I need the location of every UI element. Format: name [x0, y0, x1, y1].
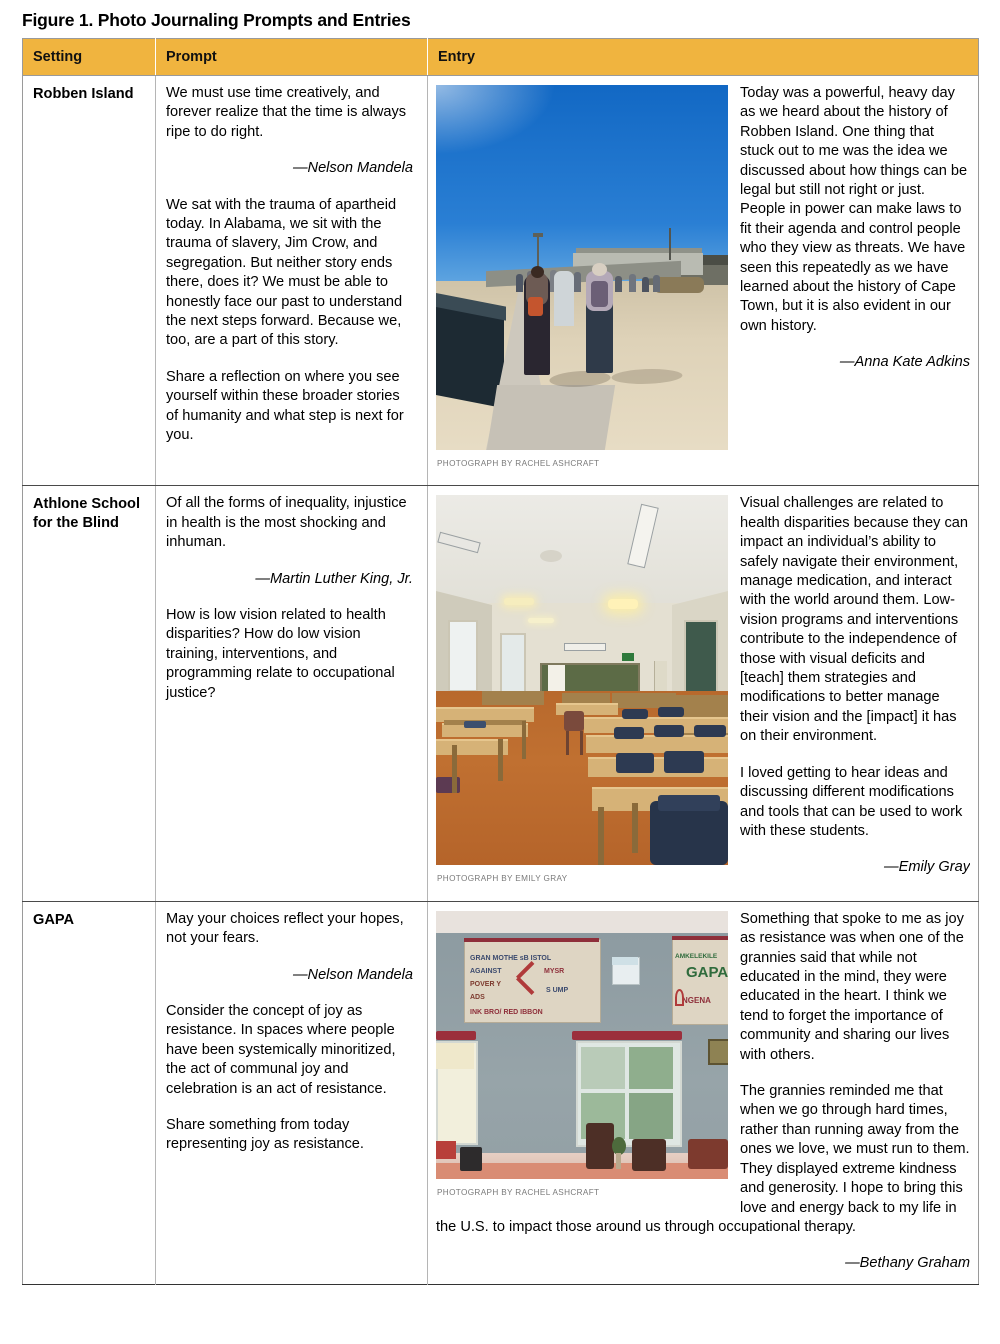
table-header: [23, 39, 979, 76]
prompt-body: How is low vision related to health disparities? How do low vision training, interventions, and programming relate to occupational justice?: [166, 607, 395, 701]
banner-line: MYSR: [544, 967, 565, 975]
photo-athlone-classroom: [436, 495, 728, 865]
banner-line: S UMP: [546, 986, 569, 994]
entry-paragraph: Something that spoke to me as joy as resistance was when one of the grannies said that while not educated in the mind, they were educated in the heart. I think we tend to forget the importance of community and sharing our lives with others.: [740, 910, 964, 1063]
banner-line: GAPA: [686, 963, 728, 981]
entry-paragraph: Today was a powerful, heavy day as we heard about the history of Robben Island. One thing that stuck out to me was the idea we discussed about how things can be legal but still not right or just. People in power can make laws to fit their agenda and control people who they view as threats. We have seen this repeatedly as we have learned about the history of Cape Town, but it is also evident in our own history.: [740, 85, 968, 334]
table-row: [23, 901, 979, 1284]
entry-paragraph: I loved getting to hear ideas and discussing different modifications and tools that can be used to work with these students.: [740, 764, 963, 839]
photo-credit: PHOTOGRAPH BY EMILY GRAY: [437, 874, 568, 884]
photo-gapa-room: [436, 911, 728, 1179]
entry-attribution: —Anna Kate Adkins: [839, 354, 970, 371]
entry-paragraph: Visual challenges are related to health disparities because they can impact an individual’s ability to safely navigate their environment, manage medication, and interact with the world around them. Low-vision programs and interventions contribute to the independence of those with visual deficits and [teach] them strategies and modifications to better manage their vision and the [impact] it has on their environment.: [740, 495, 968, 745]
banner-line: NGENA: [682, 995, 711, 1005]
banner-line: INK BRO/ RED IBBON: [470, 1008, 543, 1016]
banner-line: GRAN MOTHE sB ISTOL: [470, 954, 552, 962]
prompt-quote-attribution: —Martin Luther King, Jr.: [255, 570, 413, 587]
column-header-entry: Entry: [428, 39, 979, 76]
prompt-quote: We must use time creatively, and forever realize that the time is always ripe to do right.: [166, 85, 407, 140]
setting-cell: GAPA: [23, 901, 156, 1284]
setting-cell: Robben Island: [23, 76, 156, 486]
banner-line: AMKELEKILE: [675, 952, 718, 960]
photo-figure: [436, 85, 728, 473]
table-header-row: [23, 39, 979, 76]
prompt-quote-attribution: —Nelson Mandela: [292, 966, 413, 983]
photo-journaling-table: [22, 38, 979, 1285]
entry-cell: [428, 486, 979, 901]
table-body: [23, 76, 979, 1285]
entry-paragraph: The grannies reminded me that when we go through hard times, rather than running away from the ones we love, we must run to them. They displayed extreme kindness and generosity. I hope to bring this love and energy back to my life in the U.S. to impact those around us through occupational therapy.: [436, 1083, 970, 1235]
entry-attribution: —Bethany Graham: [845, 1255, 970, 1272]
prompt-cell: [156, 486, 428, 901]
setting-cell: Athlone School for the Blind: [23, 486, 156, 901]
photo-robben-island-walkway: [436, 85, 728, 450]
prompt-quote: May your choices reflect your hopes, not your fears.: [166, 910, 404, 947]
photo-credit: PHOTOGRAPH BY RACHEL ASHCRAFT: [437, 1187, 600, 1197]
table-row: [23, 76, 979, 486]
photo-credit: PHOTOGRAPH BY RACHEL ASHCRAFT: [437, 459, 600, 468]
prompt-quote-attribution: —Nelson Mandela: [292, 160, 413, 177]
prompt-cell: [156, 76, 428, 486]
entry-cell: [428, 901, 979, 1284]
prompt-task: Share a reflection on where you see yourself within these broader stories of humanity and what step is next for you.: [166, 368, 404, 444]
banner-line: ADS: [470, 993, 485, 1001]
column-header-setting: Setting: [23, 39, 156, 76]
banner-line: AGAINST: [470, 967, 502, 975]
column-header-prompt: Prompt: [156, 39, 428, 76]
table-row: [23, 486, 979, 901]
banner-line: POVER Y: [470, 980, 501, 988]
entry-cell: [428, 76, 979, 486]
figure-title: Figure 1. Photo Journaling Prompts and Entries: [22, 10, 411, 30]
photo-figure: [436, 911, 728, 1202]
prompt-cell: [156, 901, 428, 1284]
prompt-task: Share something from today representing joy as resistance.: [166, 1117, 364, 1153]
prompt-body: We sat with the trauma of apartheid today. In Alabama, we sit with the trauma of slavery, Jim Crow, and segregation. But neither story ends there, does it? We must be able to honestly face our past to understand the next steps forward. Because we, too, are a part of this story.: [166, 196, 403, 349]
prompt-body: Consider the concept of joy as resistance. In spaces where people have been systemically minoritized, the act of communal joy and celebration is an act of resistance.: [166, 1003, 396, 1097]
prompt-quote: Of all the forms of inequality, injustice in health is the most shocking and inhuman.: [166, 495, 407, 551]
entry-attribution: —Emily Gray: [884, 859, 970, 876]
photo-figure: [436, 495, 728, 888]
